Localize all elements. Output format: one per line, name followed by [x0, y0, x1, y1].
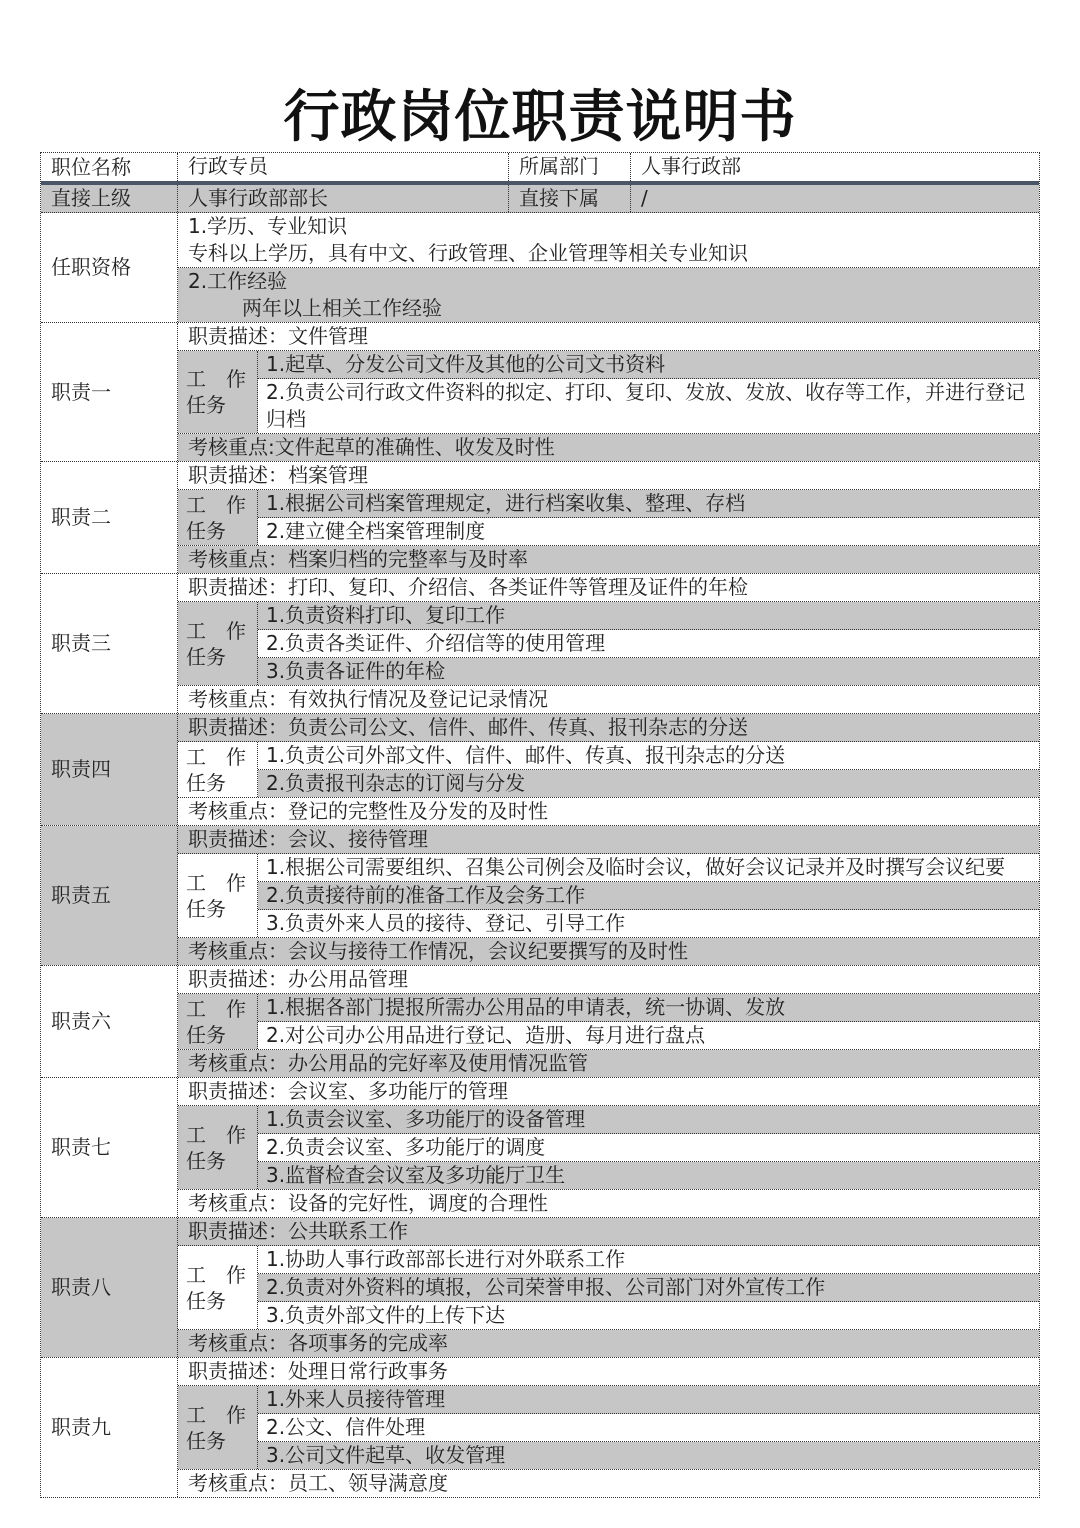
- task-item: 1.负责资料打印、复印工作: [258, 602, 1039, 630]
- duty-row: [41, 1078, 1039, 1218]
- work-tasks-label-cell: [178, 1106, 258, 1189]
- work-tasks-label: 工 作任务: [186, 1122, 246, 1173]
- duty-row: [41, 826, 1039, 966]
- work-tasks-label: 工 作任务: [186, 618, 246, 669]
- document-title: 行政岗位职责说明书: [283, 85, 797, 150]
- superior-value: 人事行政部部长: [178, 185, 509, 212]
- duty-label: 职责一: [41, 323, 178, 461]
- experience-title: 2.工作经验: [188, 269, 288, 293]
- experience-text: 两年以上相关工作经验: [242, 296, 442, 320]
- duty-content: [178, 826, 1039, 965]
- duty-description: 职责描述：档案管理: [178, 462, 1039, 490]
- work-tasks-label: 工 作任务: [186, 367, 246, 417]
- duty-description: 职责描述：会议、接待管理: [178, 826, 1039, 854]
- experience-block: [178, 268, 1039, 322]
- duty-content: [178, 1358, 1039, 1497]
- work-tasks: [178, 994, 1039, 1050]
- education-block: [178, 213, 1039, 268]
- duty-description: 职责描述：会议室、多功能厅的管理: [178, 1078, 1039, 1106]
- dept-value: 人事行政部: [641, 154, 741, 178]
- duty-row: [41, 966, 1039, 1078]
- duty-row: [41, 462, 1039, 574]
- work-tasks-label-cell: [178, 490, 258, 545]
- task-item: 1.起草、分发公司文件及其他的公司文书资料: [258, 351, 1039, 379]
- duty-label: 职责八: [41, 1218, 178, 1357]
- duty-content: [178, 966, 1039, 1077]
- work-tasks-label: 工 作任务: [186, 1262, 246, 1313]
- duty-row: [41, 714, 1039, 826]
- duty-description: 职责描述：打印、复印、介绍信、各类证件等管理及证件的年检: [178, 574, 1039, 602]
- job-description-table: [40, 152, 1040, 1498]
- work-tasks-label-cell: [178, 742, 258, 797]
- duty-kpi: 考核重点：档案归档的完整率与及时率: [178, 546, 1039, 573]
- task-item: 2.建立健全档案管理制度: [266, 519, 486, 543]
- work-tasks: [178, 602, 1039, 686]
- duty-kpi: 考核重点：有效执行情况及登记记录情况: [188, 687, 548, 711]
- task-item: 2.负责各类证件、介绍信等的使用管理: [258, 630, 1039, 658]
- duty-description: 职责描述：文件管理: [178, 323, 1039, 351]
- qualification-label: 任职资格: [41, 213, 178, 322]
- task-item: 2.负责对外资料的填报，公司荣誉申报、公司部门对外宣传工作: [258, 1274, 1039, 1302]
- duty-content: [178, 714, 1039, 825]
- work-tasks: [178, 854, 1039, 938]
- task-item: 2.负责报刊杂志的订阅与分发: [258, 770, 1039, 797]
- work-tasks: [178, 1246, 1039, 1330]
- qualification-row: [41, 213, 1039, 323]
- duty-label: 职责二: [41, 462, 178, 573]
- work-tasks-label-cell: [178, 994, 258, 1049]
- task-item: 1.外来人员接待管理: [258, 1386, 1039, 1414]
- work-tasks: [178, 1386, 1039, 1470]
- duty-content: [178, 323, 1039, 461]
- duty-label: 职责七: [41, 1078, 178, 1217]
- work-tasks-label: 工 作任务: [186, 1402, 246, 1453]
- task-item: 1.协助人事行政部部长进行对外联系工作: [258, 1246, 1039, 1274]
- task-item: 3.负责外部文件的上传下达: [266, 1303, 506, 1327]
- work-tasks: [178, 742, 1039, 798]
- duty-description: 职责描述：公共联系工作: [178, 1218, 1039, 1246]
- subordinate-value: /: [641, 186, 648, 210]
- task-item: 1.负责会议室、多功能厅的设备管理: [258, 1106, 1039, 1134]
- task-item: 1.负责公司外部文件、信件、邮件、传真、报刊杂志的分送: [258, 742, 1039, 770]
- task-list: [258, 1246, 1039, 1329]
- duty-label: 职责三: [41, 574, 178, 713]
- task-item: 3.公司文件起草、收发管理: [258, 1442, 1039, 1469]
- duty-kpi: 考核重点：会议与接待工作情况，会议纪要撰写的及时性: [178, 938, 1039, 965]
- work-tasks-label-cell: [178, 351, 258, 433]
- duty-content: [178, 1078, 1039, 1217]
- superior-label: 直接上级: [41, 185, 178, 212]
- duty-kpi: 考核重点：登记的完整性及分发的及时性: [188, 799, 548, 823]
- task-list: [258, 994, 1039, 1049]
- task-item: 2.对公司办公用品进行登记、造册、每月进行盘点: [266, 1023, 706, 1047]
- subordinate-label: 直接下属: [509, 185, 631, 212]
- work-tasks-label-cell: [178, 1246, 258, 1329]
- education-title: 1.学历、专业知识: [188, 214, 348, 238]
- duty-row: [41, 574, 1039, 714]
- duty-row: [41, 323, 1039, 462]
- work-tasks-label: 工 作任务: [186, 870, 246, 921]
- task-item: 2.负责会议室、多功能厅的调度: [258, 1134, 1039, 1162]
- task-item: 3.监督检查会议室及多功能厅卫生: [258, 1162, 1039, 1189]
- duty-row: [41, 1218, 1039, 1358]
- duty-label: 职责九: [41, 1358, 178, 1497]
- task-item: 1.根据各部门提报所需办公用品的申请表，统一协调、发放: [258, 994, 1039, 1022]
- duty-content: [178, 462, 1039, 573]
- work-tasks-label-cell: [178, 602, 258, 685]
- duty-description: 职责描述：负责公司公文、信件、邮件、传真、报刊杂志的分送: [178, 714, 1039, 742]
- task-list: [258, 351, 1039, 433]
- work-tasks-label: 工 作任务: [186, 492, 246, 543]
- work-tasks-label-cell: [178, 1386, 258, 1469]
- duty-kpi: 考核重点：各项事务的完成率: [178, 1330, 1039, 1357]
- task-item: 1.根据公司档案管理规定，进行档案收集、整理、存档: [258, 490, 1039, 518]
- position-value: 行政专员: [178, 153, 509, 181]
- task-list: [258, 602, 1039, 685]
- task-item: 1.根据公司需要组织、召集公司例会及临时会议，做好会议记录并及时撰写会议纪要: [258, 854, 1039, 882]
- duty-kpi: 考核重点：员工、领导满意度: [188, 1471, 448, 1495]
- task-item: 3.负责外来人员的接待、登记、引导工作: [266, 911, 626, 935]
- task-item: 3.负责各证件的年检: [258, 658, 1039, 685]
- duty-label: 职责五: [41, 826, 178, 965]
- position-label: 职位名称: [41, 153, 178, 181]
- header-row-position: [41, 153, 1039, 185]
- duty-kpi: 考核重点：办公用品的完好率及使用情况监管: [178, 1050, 1039, 1077]
- education-text: 专科以上学历，具有中文、行政管理、企业管理等相关专业知识: [188, 241, 748, 265]
- work-tasks: [178, 351, 1039, 434]
- duty-kpi: 考核重点:文件起草的准确性、收发及时性: [178, 434, 1039, 461]
- task-list: [258, 1386, 1039, 1469]
- duty-description: 职责描述：处理日常行政事务: [178, 1358, 1039, 1386]
- task-item: 2.负责接待前的准备工作及会务工作: [258, 882, 1039, 910]
- duty-label: 职责四: [41, 714, 178, 825]
- task-list: [258, 742, 1039, 797]
- duty-content: [178, 1218, 1039, 1357]
- task-item: 2.负责公司行政文件资料的拟定、打印、复印、发放、发放、收存等工作，并进行登记归档: [266, 380, 1026, 431]
- work-tasks: [178, 1106, 1039, 1190]
- work-tasks: [178, 490, 1039, 546]
- duty-row: [41, 1358, 1039, 1497]
- duty-description: 职责描述：办公用品管理: [178, 966, 1039, 994]
- work-tasks-label: 工 作任务: [186, 996, 246, 1047]
- work-tasks-label-cell: [178, 854, 258, 937]
- task-list: [258, 854, 1039, 937]
- task-list: [258, 490, 1039, 545]
- task-item: 2.公文、信件处理: [258, 1414, 1039, 1442]
- duty-content: [178, 574, 1039, 713]
- duty-kpi: 考核重点：设备的完好性，调度的合理性: [188, 1191, 548, 1215]
- duty-label: 职责六: [41, 966, 178, 1077]
- dept-label: 所属部门: [509, 153, 631, 181]
- work-tasks-label: 工 作任务: [186, 744, 246, 795]
- task-list: [258, 1106, 1039, 1189]
- header-row-superior: [41, 185, 1039, 213]
